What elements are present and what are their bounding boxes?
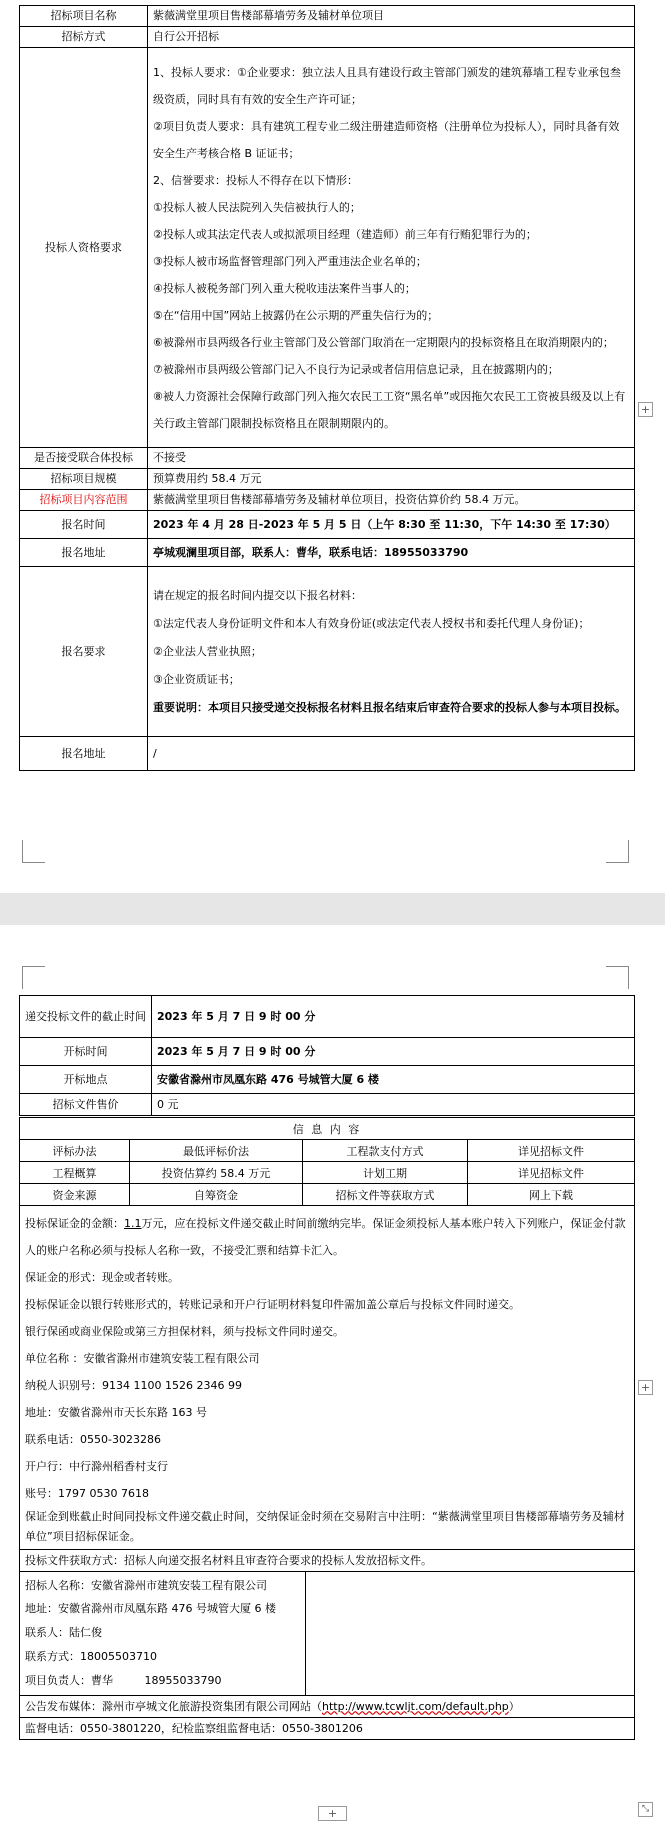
tenderer-empty-cell bbox=[306, 1572, 635, 1696]
value-tender-method: 自行公开招标 bbox=[148, 27, 635, 48]
value-reg-addr-2: / bbox=[148, 737, 635, 771]
info-cell: 详见招标文件 bbox=[468, 1140, 635, 1162]
info-title: 信 息 内 容 bbox=[20, 1118, 635, 1140]
page-corner-mark bbox=[22, 966, 45, 989]
deposit-line: 保证金的形式：现金或者转账。 bbox=[25, 1271, 179, 1284]
deposit-line: 开户行：中行滁州稻香村支行 bbox=[25, 1460, 168, 1473]
info-row bbox=[20, 1162, 635, 1184]
value-open-place: 安徽省滁州市凤凰东路 476 号城管大厦 6 楼 bbox=[152, 1066, 635, 1094]
qual-line: 1、投标人要求：①企业要求：独立法人且具有建设行政主管部门颁发的建筑幕墙工程专业承包叁级资质，同时具有有效的安全生产许可证； bbox=[153, 65, 621, 106]
deposit-line: 银行保函或商业保险或第三方担保材料，须与投标文件同时递交。 bbox=[25, 1325, 344, 1338]
row-reg-time bbox=[20, 511, 635, 539]
row-project-name bbox=[20, 6, 635, 27]
row-open-place bbox=[20, 1066, 635, 1094]
label-reg-addr: 报名地址 bbox=[20, 539, 148, 567]
qual-line: ⑧被人力资源社会保障行政部门列入拖欠农民工工资“黑名单”或因拖欠农民工工资被县级及以上有关行政主管部门限制投标资格且在限制期限内的。 bbox=[153, 389, 626, 430]
row-supervise bbox=[20, 1718, 635, 1740]
info-cell: 最低评标价法 bbox=[130, 1140, 303, 1162]
label-tender-method: 招标方式 bbox=[20, 27, 148, 48]
label-doc-price: 招标文件售价 bbox=[20, 1094, 152, 1116]
row-scope bbox=[20, 490, 635, 511]
tenderer-line: 项目负责人：曹华 18955033790 bbox=[25, 1674, 222, 1687]
deposit-prefix: 投标保证金的金额： bbox=[25, 1217, 124, 1230]
label-consortium: 是否接受联合体投标 bbox=[20, 448, 148, 469]
row-reg-addr-2 bbox=[20, 737, 635, 771]
info-cell: 工程概算 bbox=[20, 1162, 130, 1184]
qual-line: ⑥被滁州市县两级各行业主管部门及公管部门取消在一定期限内的投标资格且在取消期限内的； bbox=[153, 335, 614, 349]
reg-req-line: ③企业资质证书； bbox=[153, 672, 240, 686]
value-deadline: 2023 年 5 月 7 日 9 时 00 分 bbox=[152, 996, 635, 1038]
label-project-name: 招标项目名称 bbox=[20, 6, 148, 27]
reg-req-content bbox=[148, 567, 635, 737]
info-cell: 网上下载 bbox=[468, 1184, 635, 1206]
tender-table-page2 bbox=[19, 995, 635, 1116]
label-qualification: 投标人资格要求 bbox=[20, 48, 148, 448]
label-scale: 招标项目规模 bbox=[20, 469, 148, 490]
row-open-time bbox=[20, 1038, 635, 1066]
row-tender-method bbox=[20, 27, 635, 48]
acquire-text: 投标文件获取方式：招标人向递交报名材料且审查符合要求的投标人发放招标文件。 bbox=[20, 1550, 635, 1572]
deposit-line: 纳税人识别号：9134 1100 1526 2346 99 bbox=[25, 1379, 242, 1392]
info-cell: 评标办法 bbox=[20, 1140, 130, 1162]
row-add-handle[interactable]: + bbox=[318, 1806, 347, 1821]
page-corner-mark bbox=[606, 840, 629, 863]
label-open-place: 开标地点 bbox=[20, 1066, 152, 1094]
value-reg-addr: 亭城观澜里项目部，联系人：曹华，联系电话：18955033790 bbox=[148, 539, 635, 567]
row-deposit bbox=[20, 1206, 635, 1550]
deposit-line: 投标保证金以银行转账形式的，转账记录和开户行证明材料复印件需加盖公章后与投标文件同时递交。 bbox=[25, 1298, 520, 1311]
deposit-table bbox=[19, 1205, 635, 1740]
info-cell: 资金来源 bbox=[20, 1184, 130, 1206]
info-cell: 详见招标文件 bbox=[468, 1162, 635, 1184]
value-scale: 预算费用约 58.4 万元 bbox=[148, 469, 635, 490]
value-scope: 紫薇满堂里项目售楼部幕墙劳务及辅材单位项目，投资估算价约 58.4 万元。 bbox=[148, 490, 635, 511]
value-reg-time: 2023 年 4 月 28 日-2023 年 5 月 5 日（上午 8:30 至 11:30，下午 14:30 至 17:30） bbox=[148, 511, 635, 539]
qual-line: ④投标人被税务部门列入重大税收违法案件当事人的； bbox=[153, 281, 416, 295]
label-reg-req: 报名要求 bbox=[20, 567, 148, 737]
page-corner-mark bbox=[22, 840, 45, 863]
document-page-2 bbox=[0, 925, 665, 1821]
table-add-handle[interactable]: + bbox=[638, 1380, 653, 1395]
deposit-line: 单位名称 ：安徽省滁州市建筑安装工程有限公司 bbox=[25, 1352, 260, 1365]
qual-line: ②投标人或其法定代表人或拟派项目经理（建造师）前三年有行贿犯罪行为的； bbox=[153, 227, 537, 241]
tenderer-line: 地址：安徽省滁州市凤凰东路 476 号城管大厦 6 楼 bbox=[25, 1602, 276, 1615]
supervise-text: 监督电话：0550-3801220，纪检监察组监督电话：0550-3801206 bbox=[20, 1718, 635, 1740]
tender-table-page1 bbox=[19, 5, 635, 771]
important-note: 重要说明：本项目只接受递交投标报名材料且报名结束后审查符合要求的投标人参与本项目投标。 bbox=[153, 700, 626, 714]
info-cell: 招标文件等获取方式 bbox=[303, 1184, 468, 1206]
label-deadline: 递交投标文件的截止时间 bbox=[20, 996, 152, 1038]
info-row bbox=[20, 1184, 635, 1206]
row-consortium bbox=[20, 448, 635, 469]
qualification-content bbox=[148, 48, 635, 448]
deposit-content bbox=[20, 1206, 635, 1550]
reg-req-line: 请在规定的报名时间内提交以下报名材料： bbox=[153, 588, 362, 602]
value-open-time: 2023 年 5 月 7 日 9 时 00 分 bbox=[152, 1038, 635, 1066]
media-text bbox=[20, 1696, 635, 1718]
reg-req-line: ②企业法人营业执照； bbox=[153, 644, 262, 658]
page-corner-mark bbox=[606, 966, 629, 989]
qual-line: ⑦被滁州市县两级公管部门记入不良行为记录或者信用信息记录，且在披露期内的； bbox=[153, 362, 559, 376]
tenderer-line: 招标人名称：安徽省滁州市建筑安装工程有限公司 bbox=[25, 1579, 267, 1592]
row-tenderer bbox=[20, 1572, 635, 1696]
qual-line: 2、信誉要求：投标人不得存在以下情形： bbox=[153, 173, 358, 187]
info-cell: 自筹资金 bbox=[130, 1184, 303, 1206]
qual-line: ①投标人被人民法院列入失信被执行人的； bbox=[153, 200, 361, 214]
value-consortium: 不接受 bbox=[148, 448, 635, 469]
info-cell: 投资估算约 58.4 万元 bbox=[130, 1162, 303, 1184]
table-add-handle[interactable]: + bbox=[638, 402, 653, 417]
qual-line: ⑤在“信用中国”网站上披露仍在公示期的严重失信行为的； bbox=[153, 308, 439, 322]
qual-line: ②项目负责人要求：具有建筑工程专业二级注册建造师资格（注册单位为投标人），同时具备有效安全生产考核合格 B 证证书； bbox=[153, 119, 620, 160]
label-open-time: 开标时间 bbox=[20, 1038, 152, 1066]
label-reg-time: 报名时间 bbox=[20, 511, 148, 539]
row-reg-addr bbox=[20, 539, 635, 567]
deposit-amount-line bbox=[25, 1210, 629, 1264]
page-separator bbox=[0, 893, 665, 925]
row-deadline bbox=[20, 996, 635, 1038]
row-reg-req bbox=[20, 567, 635, 737]
row-qualification bbox=[20, 48, 635, 448]
deposit-rest: 万元，应在投标文件递交截止时间前缴纳完毕。保证金须投标人基本账户转入下列账户，保证金付款人的账户名称必须与投标人名称一致，不接受汇票和结算卡汇入。 bbox=[25, 1217, 626, 1257]
row-doc-price bbox=[20, 1094, 635, 1116]
row-scale bbox=[20, 469, 635, 490]
label-reg-addr-2: 报名地址 bbox=[20, 737, 148, 771]
value-project-name: 紫薇满堂里项目售楼部幕墙劳务及辅材单位项目 bbox=[148, 6, 635, 27]
label-scope: 招标项目内容范围 bbox=[20, 490, 148, 511]
media-prefix: 公告发布媒体：滁州市亭城文化旅游投资集团有限公司网站（ bbox=[25, 1699, 322, 1713]
value-doc-price: 0 元 bbox=[152, 1094, 635, 1116]
deposit-amount: 1.1 bbox=[124, 1217, 142, 1230]
qual-line: ③投标人被市场监督管理部门列入严重违法企业名单的； bbox=[153, 254, 427, 268]
info-table bbox=[19, 1117, 635, 1206]
row-media bbox=[20, 1696, 635, 1718]
info-cell: 工程款支付方式 bbox=[303, 1140, 468, 1162]
info-cell: 计划工期 bbox=[303, 1162, 468, 1184]
info-title-row bbox=[20, 1118, 635, 1140]
tenderer-info bbox=[20, 1572, 306, 1696]
deposit-line: 保证金到账截止时间同投标文件递交截止时间，交纳保证金时须在交易附言中注明：“紫薇满堂里项目售楼部幕墙劳务及辅材单位”项目招标保证金。 bbox=[25, 1510, 625, 1543]
deposit-line: 联系电话：0550-3023286 bbox=[25, 1433, 161, 1446]
tenderer-line: 联系人：陆仁俊 bbox=[25, 1626, 102, 1639]
media-url-link[interactable]: http://www.tcwljt.com/default.php bbox=[322, 1699, 509, 1713]
deposit-line: 账号：1797 0530 7618 bbox=[25, 1487, 149, 1500]
document-page-1 bbox=[0, 0, 665, 893]
deposit-line: 地址：安徽省滁州市天长东路 163 号 bbox=[25, 1406, 207, 1419]
media-suffix: ） bbox=[508, 1699, 520, 1713]
row-acquire bbox=[20, 1550, 635, 1572]
reg-req-line: ①法定代表人身份证明文件和本人有效身份证(或法定代表人授权书和委托代理人身份证)； bbox=[153, 616, 590, 630]
tenderer-line: 联系方式：18005503710 bbox=[25, 1650, 157, 1663]
info-row bbox=[20, 1140, 635, 1162]
table-resize-handle[interactable]: ⤡ bbox=[638, 1802, 653, 1817]
